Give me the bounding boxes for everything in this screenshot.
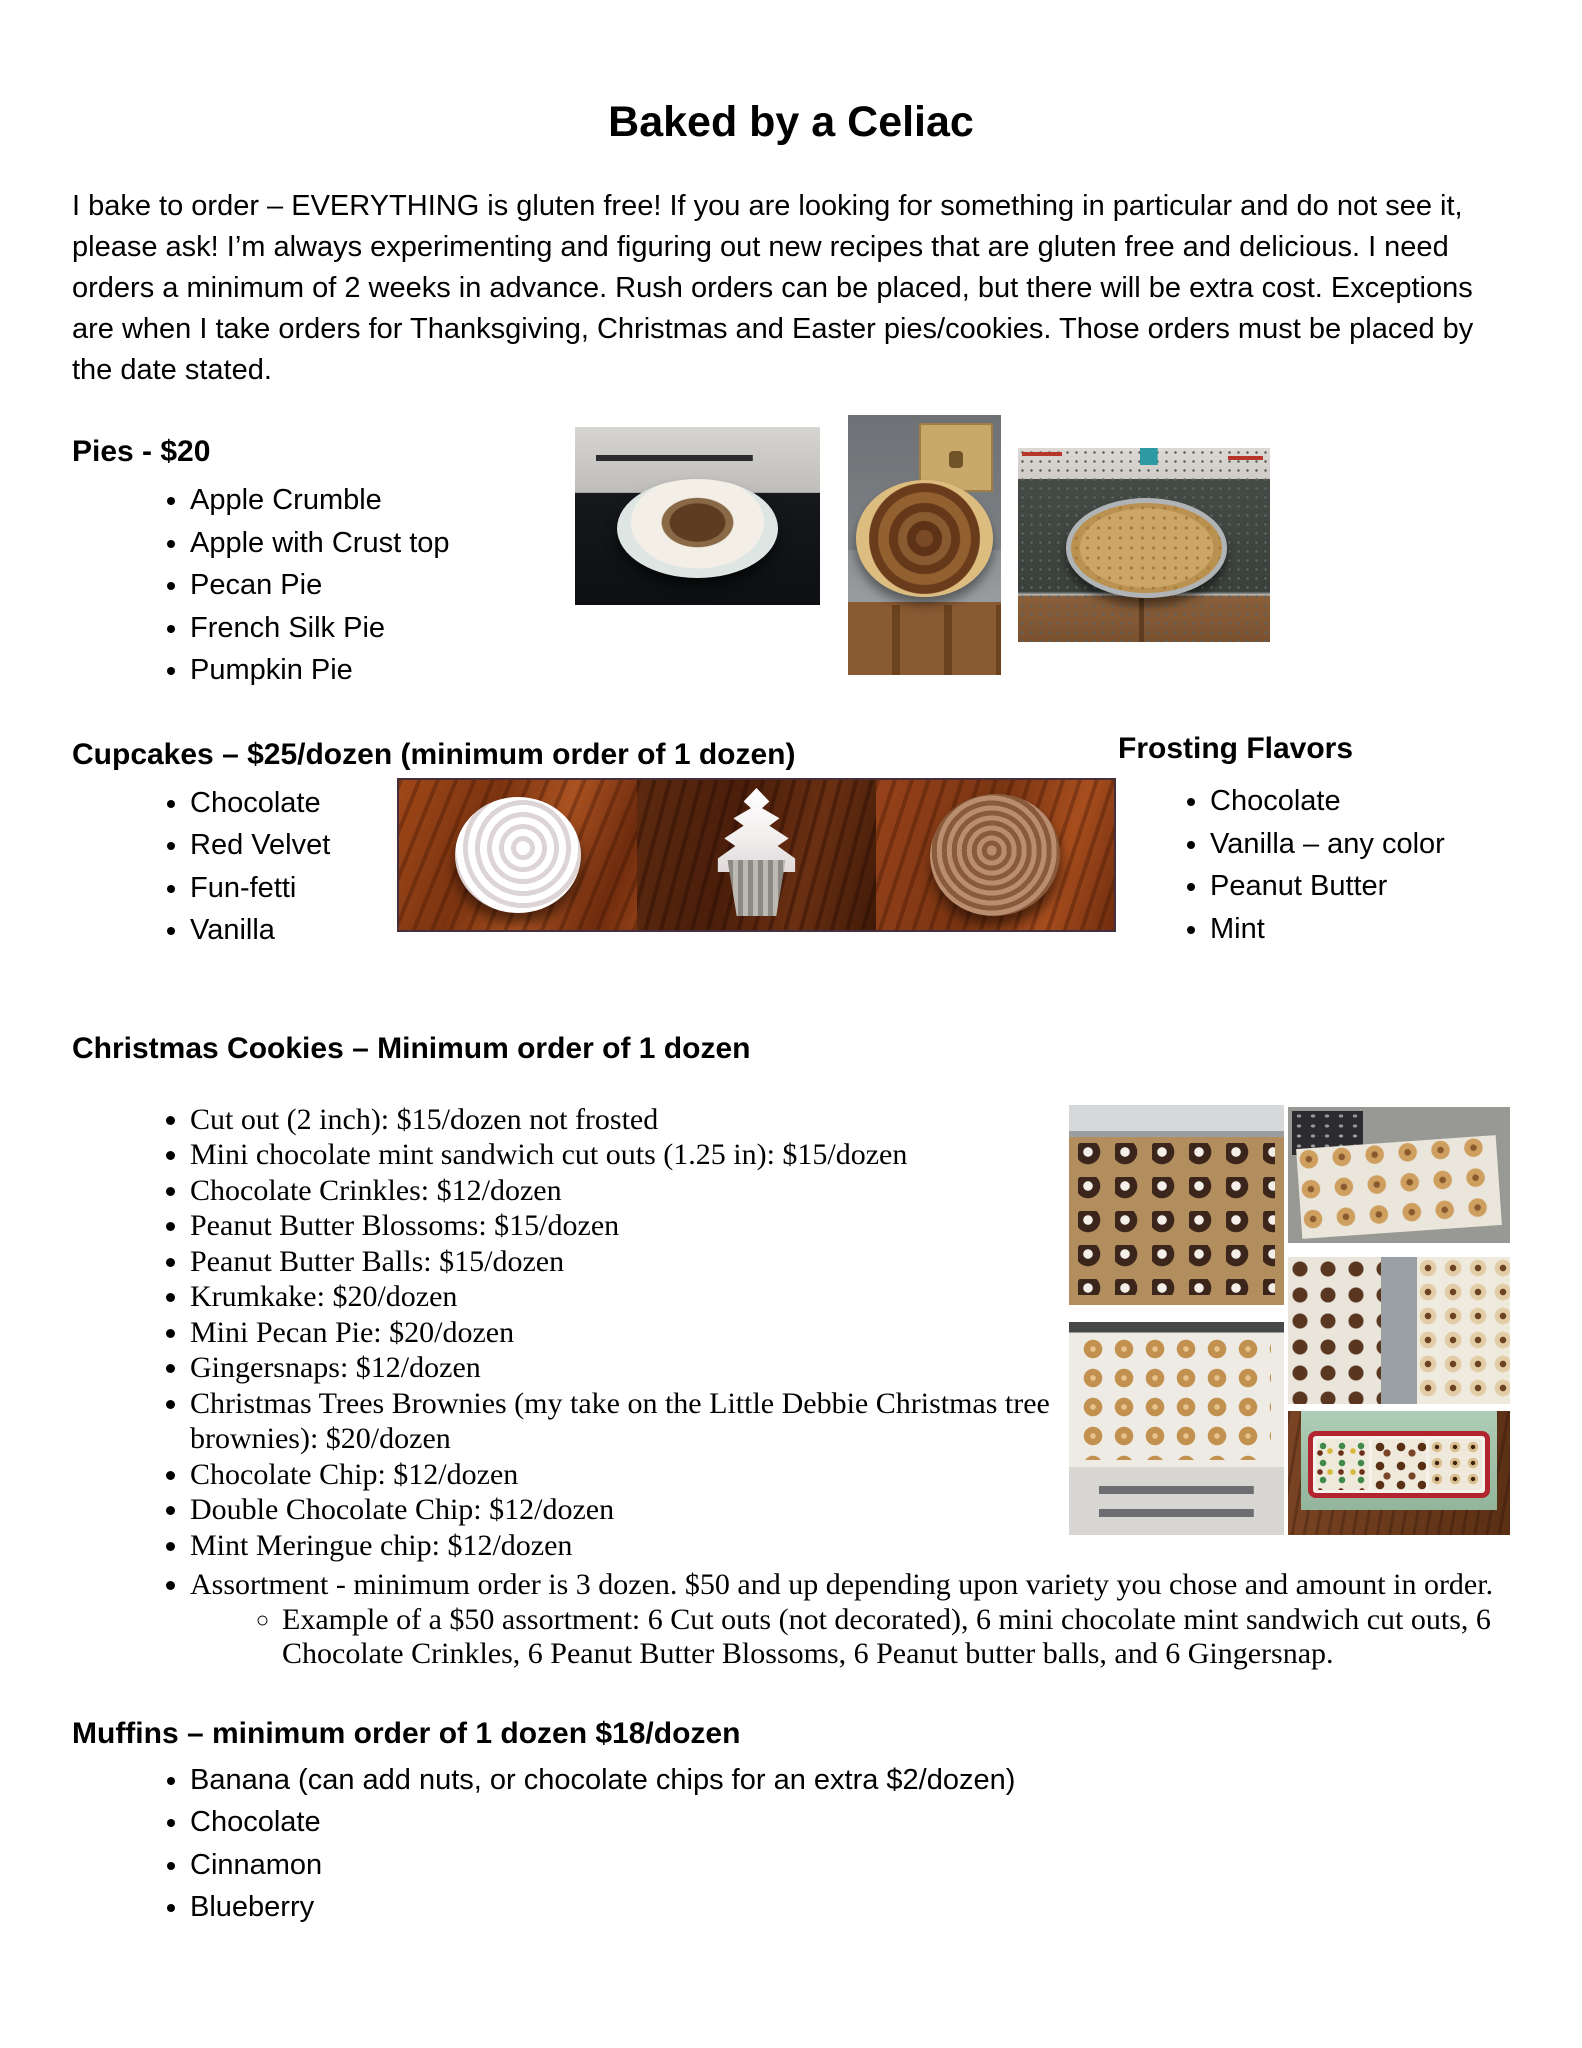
frosting-heading: Frosting Flavors: [1118, 732, 1354, 765]
list-item: • Apple Crumble: [190, 479, 1510, 522]
muffins-list: [72, 1759, 1510, 1929]
decorated-trees-compartment: [1316, 1439, 1369, 1490]
section-muffins: [72, 1715, 1510, 1929]
list-item: • Krumkake: $20/dozen: [190, 1279, 1170, 1315]
list-item: [282, 1603, 1522, 1671]
list-item: • Fun-fetti: [190, 867, 1510, 910]
page-title: Baked by a Celiac: [608, 98, 974, 146]
cookies-heading: Christmas Cookies – Minimum order of 1 dozen: [72, 1031, 751, 1065]
assortment-text: Assortment - minimum order is 3 dozen. $50 and up depending upon variety you chose and amount in order.: [190, 1568, 1494, 1601]
rose-swirl-cupcake-photo: [399, 780, 637, 930]
list-item: • French Silk Pie: [190, 607, 1510, 650]
french-silk-pie-photo: [575, 427, 820, 605]
cabinets: [848, 605, 1001, 675]
list-item: • Peanut Butter Blossoms: $15/dozen: [190, 1208, 1170, 1244]
pie-illustration: [856, 480, 994, 597]
list-item: • Pecan Pie: [190, 564, 1510, 607]
list-item: • Mint: [1210, 908, 1518, 951]
cookies-illustration: [1296, 1135, 1502, 1238]
thumbprint-cookies-photo: [1288, 1257, 1510, 1404]
list-item: • Double Chocolate Chip: $12/dozen: [190, 1492, 1170, 1528]
cookies-list: [72, 1102, 1170, 1564]
chocolate-cookies-compartment: [1372, 1439, 1425, 1490]
cookies-assortment-list: [72, 1567, 1522, 1671]
cupcake-illustration: [922, 786, 1068, 925]
example-text: Example of a $50 assortment: 6 Cut outs (not decorated), 6 mini chocolate mint sandwich cut outs, 6 Chocolate Crinkles, 6 Peanut Butter Blossoms, 6 Peanut butter balls, and 6 Gingersnap.: [282, 1602, 1491, 1670]
list-item: • Peanut Butter: [1210, 865, 1518, 908]
gingersnaps-photo: [1069, 1322, 1284, 1535]
list-item: • Cinnamon: [190, 1844, 1510, 1887]
mini-pecan-pies-photo: [1288, 1107, 1510, 1243]
list-item: • Mini chocolate mint sandwich cut outs (1.25 in): $15/dozen: [190, 1137, 1170, 1173]
holiday-tray-photo: [1288, 1411, 1510, 1535]
vanilla-cupcake-photo: [637, 780, 875, 930]
list-item: • Cut out (2 inch): $15/dozen not frosted: [190, 1102, 1170, 1138]
list-item: • Christmas Trees Brownies (my take on the Little Debbie Christmas tree brownies): $20/dozen: [190, 1386, 1170, 1457]
divided-tray: [1308, 1431, 1490, 1498]
pie-illustration: [617, 479, 779, 579]
intro-paragraph: I bake to order – EVERYTHING is gluten free! If you are looking for something in particular and do not see it, please ask! I’m always experimenting and figuring out new recipes that are gluten free and delicious. I need orders a minimum of 2 weeks in advance. Rush orders can be placed, but there will be extra cost. Exceptions are when I take orders for Thanksgiving, Christmas and Easter pies/cookies. Those orders must be placed by the date stated.: [72, 190, 1474, 386]
list-item: • Chocolate Crinkles: $12/dozen: [190, 1173, 1170, 1209]
wrapper-illustration: [723, 860, 789, 916]
list-item: • Banana (can add nuts, or chocolate chips for an extra $2/dozen): [190, 1759, 1510, 1802]
list-item: • Chocolate Chip: $12/dozen: [190, 1457, 1170, 1493]
list-item: • Red Velvet: [190, 824, 1510, 867]
pie-illustration: [1066, 498, 1227, 597]
list-item: • Mini Pecan Pie: $20/dozen: [190, 1315, 1170, 1351]
chocolate-cookies-illustration: [1288, 1257, 1381, 1404]
counter-strip: [1381, 1257, 1417, 1404]
pies-heading: Pies - $20: [72, 435, 211, 468]
list-item: • Peanut Butter Balls: $15/dozen: [190, 1244, 1170, 1280]
chocolate-cupcake-photo: [876, 780, 1114, 930]
cookies-illustration: [1078, 1143, 1276, 1295]
cookie-photo-collage: [1069, 1100, 1510, 1535]
cabinet-divider: [1139, 595, 1144, 642]
list-item: • Vanilla – any color: [1210, 823, 1518, 866]
cupcake-illustration: [455, 797, 581, 913]
thumbprints-compartment: [1429, 1439, 1482, 1490]
list-item: • Mint Meringue chip: $12/dozen: [190, 1528, 1170, 1564]
list-item: • Chocolate: [1210, 780, 1518, 823]
thumbprint-illustration: [1417, 1257, 1510, 1404]
muffins-heading: Muffins – minimum order of 1 dozen $18/dozen: [72, 1716, 741, 1750]
cupcake-photo-strip: [397, 778, 1116, 932]
cookies-illustration: [1082, 1339, 1271, 1460]
cupcakes-heading: Cupcakes – $25/dozen (minimum order of 1 dozen): [72, 737, 796, 771]
list-item: • Chocolate: [190, 782, 1510, 825]
frosting-flavors-column: [1118, 730, 1518, 950]
list-item: • Vanilla: [190, 909, 1510, 952]
frosting-list: [1118, 780, 1518, 950]
crinkle-cookies-photo: [1069, 1105, 1284, 1305]
list-item: [190, 1567, 1522, 1671]
assortment-example-list: [190, 1603, 1522, 1671]
list-item: • Gingersnaps: $12/dozen: [190, 1350, 1170, 1386]
list-item: • Chocolate: [190, 1801, 1510, 1844]
apple-pie-photo: [1018, 448, 1270, 642]
list-item: • Blueberry: [190, 1886, 1510, 1929]
list-item: • Pumpkin Pie: [190, 649, 1510, 692]
pecan-pie-photo: [848, 415, 1001, 675]
frosting-illustration: [710, 788, 802, 872]
list-item: • Apple with Crust top: [190, 522, 1510, 565]
